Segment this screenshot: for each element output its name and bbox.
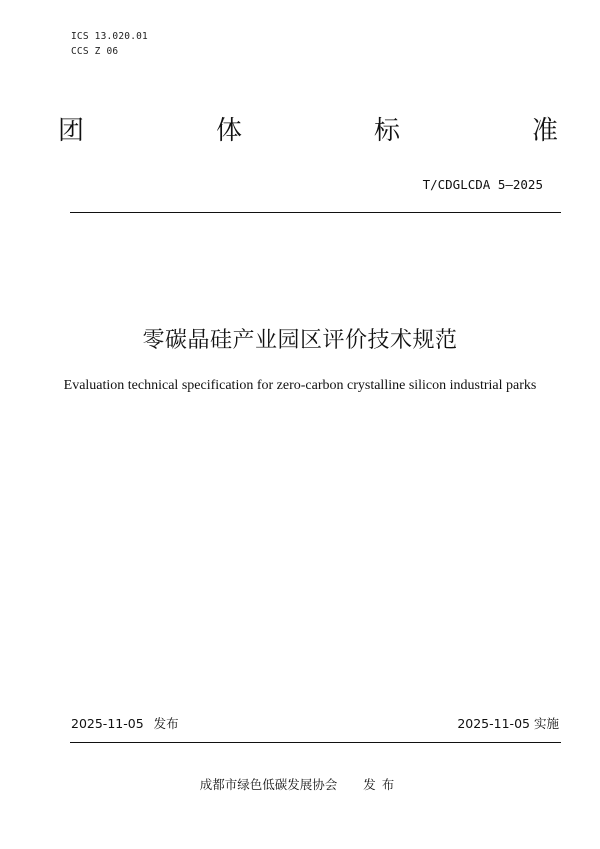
date-row bbox=[71, 715, 559, 733]
standard-number: T/CDGLCDA 5—2025 bbox=[422, 177, 543, 192]
publisher-name: 成都市绿色低碳发展协会 bbox=[199, 777, 338, 792]
issue-date-group bbox=[71, 715, 179, 733]
standard-type-char: 标 bbox=[373, 116, 400, 146]
publisher-action: 发布 bbox=[363, 777, 401, 792]
bottom-divider bbox=[70, 742, 561, 743]
implement-date: 2025-11-05 bbox=[457, 716, 530, 731]
publisher-line bbox=[0, 776, 600, 794]
standard-type-heading bbox=[58, 115, 558, 147]
standard-type-char: 准 bbox=[531, 116, 558, 146]
standard-type-char: 体 bbox=[215, 116, 242, 146]
standard-type-char: 团 bbox=[58, 116, 85, 146]
top-divider bbox=[70, 212, 561, 213]
implement-date-group bbox=[457, 715, 559, 733]
issue-date: 2025-11-05 bbox=[71, 716, 144, 731]
classification-codes bbox=[71, 29, 148, 59]
title-english: Evaluation technical specification for zero-carbon crystalline silicon industrial parks bbox=[63, 378, 537, 393]
issue-label: 发布 bbox=[153, 716, 179, 731]
ccs-code: CCS Z 06 bbox=[71, 46, 119, 57]
implement-label: 实施 bbox=[533, 716, 559, 731]
title-chinese: 零碳晶硅产业园区评价技术规范 bbox=[142, 328, 458, 353]
ics-code: ICS 13.020.01 bbox=[71, 31, 148, 42]
